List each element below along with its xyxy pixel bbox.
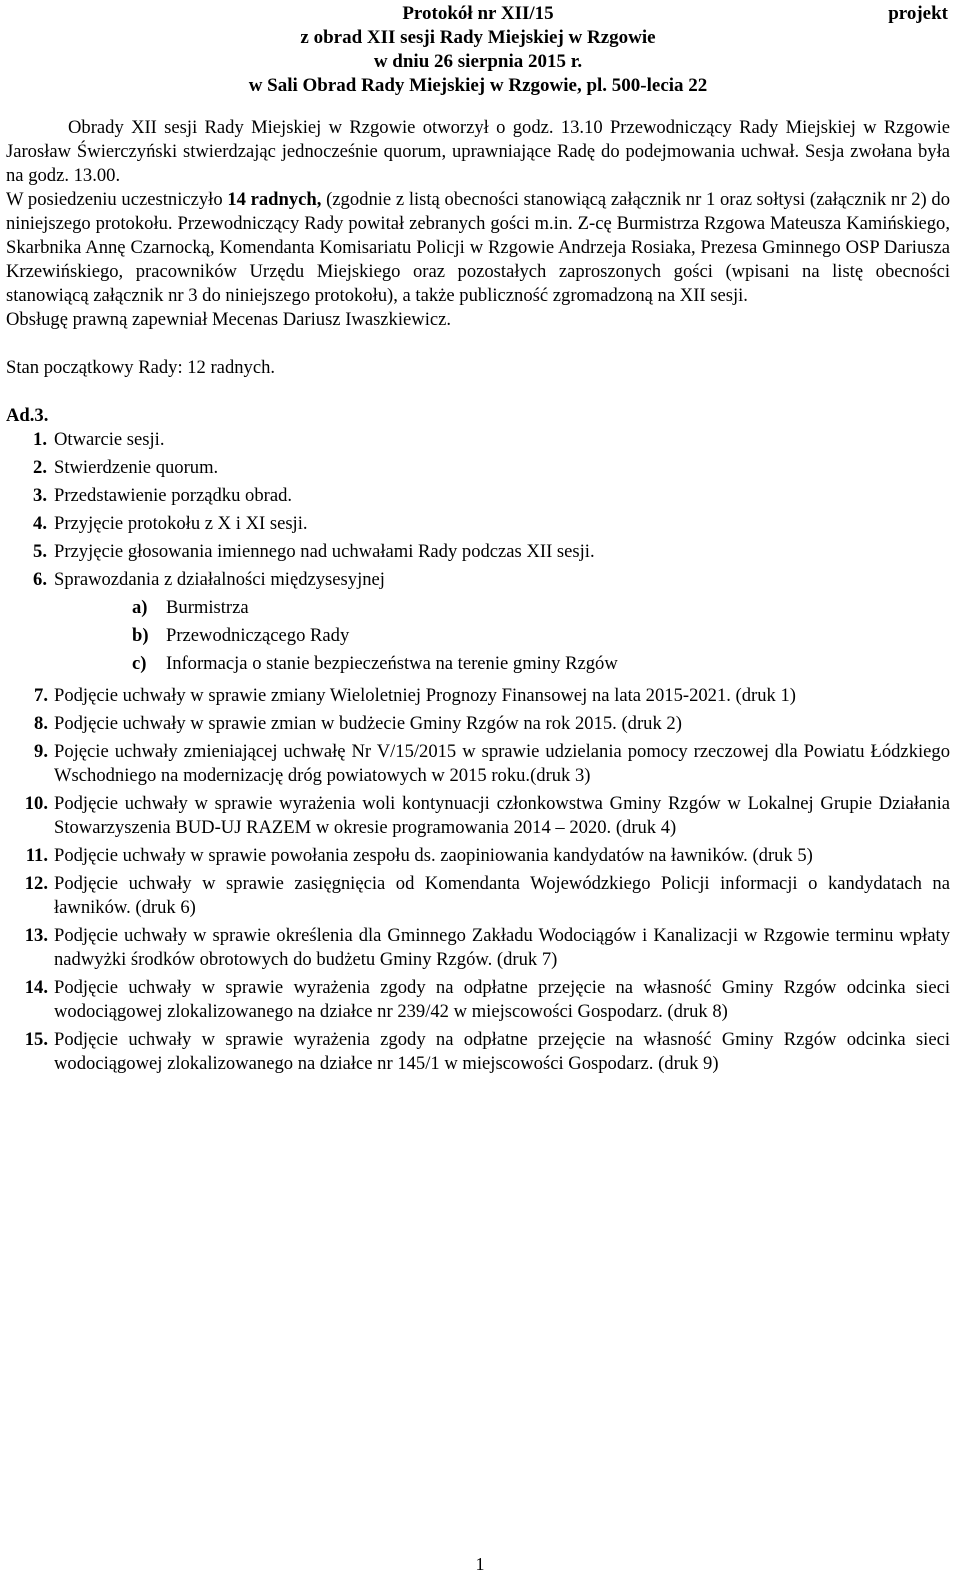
sub-list-item — [132, 596, 950, 620]
item-text: Podjęcie uchwały w sprawie wyrażenia woli kontynuacji członkowstwa Gminy Rzgów w Lokalnej Grupie Działania Stowarzyszenia BUD-UJ RAZEM w okresie programowania 2014 – 2020. (druk 4) — [54, 793, 950, 838]
item-number: 5. — [33, 541, 47, 562]
agenda-list — [6, 428, 950, 1076]
list-item — [6, 792, 950, 840]
list-item — [6, 568, 950, 592]
item-number: 10. — [24, 793, 48, 814]
item-number: 7. — [34, 685, 48, 706]
sub-item-text: Burmistrza — [166, 597, 249, 618]
item-text: Przedstawienie porządku obrad. — [54, 485, 293, 506]
item-number: 13. — [24, 925, 48, 946]
sub-item-letter: a) — [132, 597, 148, 618]
list-item — [6, 844, 950, 868]
list-item — [6, 1028, 950, 1076]
list-item — [6, 456, 950, 480]
item-number: 8. — [34, 713, 48, 734]
item-number: 6. — [33, 569, 47, 590]
item-text: Podjęcie uchwały w sprawie zasięgnięcia od Komendanta Wojewódzkiego Policji informacji o kandydatach na ławników. (druk 6) — [54, 873, 950, 918]
header-titles — [6, 2, 950, 98]
item-number: 1. — [33, 429, 47, 450]
item-number: 3. — [33, 485, 47, 506]
list-item — [6, 512, 950, 536]
item-number: 2. — [33, 457, 47, 478]
item-number: 4. — [33, 513, 47, 534]
legal-service-paragraph: Obsługę prawną zapewniał Mecenas Dariusz Iwaszkiewicz. — [6, 309, 452, 330]
sub-list-item — [132, 624, 950, 648]
item-text: Przyjęcie głosowania imiennego nad uchwałami Rady podczas XII sesji. — [54, 541, 595, 562]
list-item — [6, 684, 950, 708]
sub-item-letter: c) — [132, 653, 147, 674]
item-text: Pojęcie uchwały zmieniającej uchwałę Nr V/15/2015 w sprawie udzielania pomocy rzeczowej dla Powiatu Łódzkiego Wschodniego na modernizację dróg powiatowych w 2015 roku.(druk 3) — [54, 741, 950, 786]
list-item — [6, 428, 950, 452]
item-number: 11. — [25, 845, 48, 866]
list-item — [6, 872, 950, 920]
item-number: 12. — [24, 873, 48, 894]
item-number: 9. — [34, 741, 48, 762]
item-text: Podjęcie uchwały w sprawie wyrażenia zgody na odpłatne przejęcie na własność Gminy Rzgów odcinka sieci wodociągowej zlokalizowanego na działce nr 145/1 w miejscowości Gospodarz. (druk 9) — [54, 1029, 950, 1074]
sub-item-text: Przewodniczącego Rady — [166, 625, 350, 646]
sub-list-item — [132, 652, 950, 676]
item-text: Przyjęcie protokołu z X i XI sesji. — [54, 513, 308, 534]
sub-item-letter: b) — [132, 625, 149, 646]
list-item — [6, 540, 950, 564]
list-item — [6, 712, 950, 736]
session-date: w dniu 26 sierpnia 2015 r. — [373, 51, 583, 72]
initial-council-state: Stan początkowy Rady: 12 radnych. — [6, 357, 276, 378]
item-text: Podjęcie uchwały w sprawie powołania zespołu ds. zaopiniowania kandydatów na ławników. (druk 5) — [54, 845, 813, 866]
attendance-text-rest: (zgodnie z listą obecności stanowiącą załącznik nr 1 oraz sołtysi (załącznik nr 2) do niniejszego protokołu. Przewodniczący Rady powitał zebranych gości m.in. Z-cę Burmistrza Rzgowa Mateusza Kamińskiego, Skarbnika Annę Czarnocką, Komendanta Komisariatu Policji w Rzgowie Andrzeja Rosiaka, Prezesa Gminnego OSP Dariusza Krzewińskiego, pracowników Urzędu Miejskiego oraz pozostałych zaproszonych gości (wpisani na listę obecności stanowiącą załącznik nr 3 do niniejszego protokołu), a także publiczność zgromadzoną na XII sesji. — [6, 189, 950, 306]
agenda-heading: Ad.3. — [6, 405, 49, 426]
list-item — [6, 740, 950, 788]
item-number: 14. — [24, 977, 48, 998]
attendance-text-start: W posiedzeniu uczestniczyło — [6, 189, 228, 210]
item-text: Otwarcie sesji. — [54, 429, 165, 450]
page-number: 1 — [475, 1554, 485, 1574]
protocol-title: Protokół nr XII/15 — [402, 3, 554, 24]
list-item — [6, 976, 950, 1024]
item-number: 15. — [24, 1029, 48, 1050]
document-header — [6, 2, 950, 98]
item-text: Podjęcie uchwały w sprawie zmian w budżecie Gminy Rzgów na rok 2015. (druk 2) — [54, 713, 682, 734]
item-text: Podjęcie uchwały w sprawie określenia dla Gminnego Zakładu Wodociągów i Kanalizacji w Rzgowie terminu wpłaty nadwyżki środków obrotowych do budżetu Gminy Rzgów. (druk 7) — [54, 925, 950, 970]
list-item — [6, 484, 950, 508]
item-text: Podjęcie uchwały w sprawie wyrażenia zgody na odpłatne przejęcie na własność Gminy Rzgów odcinka sieci wodociągowej zlokalizowanego na działce nr 239/42 w miejscowości Gospodarz. (druk 8) — [54, 977, 950, 1022]
session-location: w Sali Obrad Rady Miejskiej w Rzgowie, pl. 500-lecia 22 — [248, 75, 708, 96]
session-subtitle: z obrad XII sesji Rady Miejskiej w Rzgowie — [300, 27, 656, 48]
item-text: Sprawozdania z działalności międzysesyjnej — [54, 569, 385, 590]
draft-status-label: projekt — [888, 3, 948, 24]
councillor-count: 14 radnych, — [227, 189, 322, 210]
item-text: Stwierdzenie quorum. — [54, 457, 219, 478]
list-item — [6, 924, 950, 972]
sub-item-text: Informacja o stanie bezpieczeństwa na terenie gminy Rzgów — [166, 653, 618, 674]
attendance-paragraph — [6, 188, 950, 308]
document-page — [6, 2, 950, 1080]
item-text: Podjęcie uchwały w sprawie zmiany Wieloletniej Prognozy Finansowej na lata 2015-2021. (druk 1) — [54, 685, 796, 706]
opening-paragraph: Obrady XII sesji Rady Miejskiej w Rzgowie otworzył o godz. 13.10 Przewodniczący Rady Miejskiej w Rzgowie Jarosław Świerczyński stwierdzając jednocześnie quorum, uprawniające Radę do podejmowania uchwał. Sesja zwołana była na godz. 13.00. — [6, 117, 950, 186]
